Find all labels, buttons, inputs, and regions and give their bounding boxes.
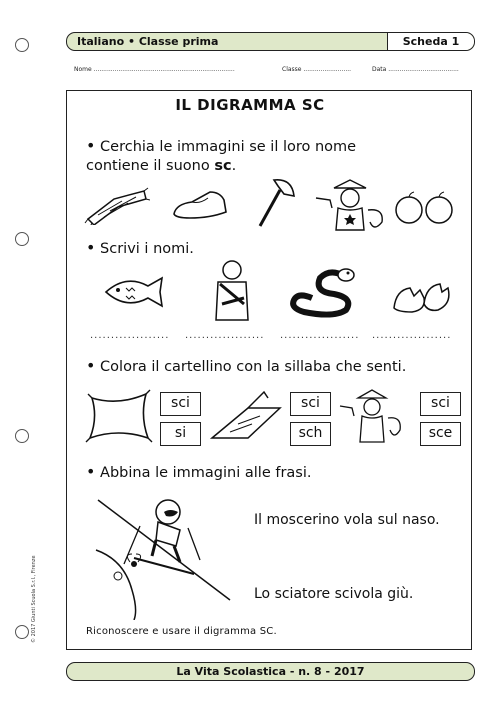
bullet: • — [86, 462, 96, 481]
binder-hole-1 — [15, 38, 29, 52]
name-field[interactable]: Nome .......................................................................... — [74, 66, 235, 73]
slide-icon[interactable] — [208, 388, 284, 444]
peaches-icon[interactable] — [392, 190, 460, 228]
syllable-box-2-top[interactable]: sci — [290, 392, 331, 416]
syllable-box-3-top[interactable]: sci — [420, 392, 461, 416]
sling-arm-icon[interactable] — [204, 258, 260, 324]
page-title: IL DIGRAMMA SC — [175, 96, 325, 114]
exercise-3-text: Colora il cartellino con la sillaba che senti. — [100, 359, 407, 375]
syllable-box-2-bottom[interactable]: sch — [290, 422, 331, 446]
write-line-2[interactable]: ................... — [185, 330, 265, 341]
exercise-3-instruction — [86, 356, 406, 377]
write-line-1[interactable]: ................... — [90, 330, 170, 341]
fish-icon[interactable] — [96, 272, 166, 312]
bullet: • — [86, 136, 96, 155]
sheriff-icon[interactable] — [310, 178, 390, 234]
footer-bar: La Vita Scolastica - n. 8 - 2017 — [66, 662, 475, 681]
sentence-1[interactable]: Il moscerino vola sul naso. — [254, 512, 440, 528]
exercise-4-text: Abbina le immagini alle frasi. — [100, 465, 312, 481]
period: . — [231, 158, 237, 174]
date-field[interactable]: Data ..................................... — [372, 66, 459, 73]
syllable-box-1-bottom[interactable]: si — [160, 422, 201, 446]
bullet: • — [86, 356, 96, 375]
bullet: • — [86, 238, 96, 257]
axe-icon[interactable] — [252, 176, 298, 228]
binder-hole-2 — [15, 232, 29, 246]
exercise-1-line1: Cerchia le immagini se il loro nome — [100, 139, 357, 155]
write-line-3[interactable]: ................... — [280, 330, 360, 341]
learning-objective: Riconoscere e usare il digramma SC. — [86, 626, 277, 637]
exercise-4-instruction — [86, 462, 312, 483]
sheet-label: Scheda 1 — [387, 33, 474, 50]
exercise-1-instruction — [86, 136, 356, 176]
header-bar — [66, 32, 475, 51]
pillow-icon[interactable] — [84, 388, 154, 444]
exercise-2-text: Scrivi i nomi. — [100, 241, 194, 257]
copyright: © 2017 Giunti Scuola S.r.l., Firenze — [31, 555, 37, 643]
binder-hole-3 — [15, 429, 29, 443]
subject-label: Italiano • Classe prima — [77, 35, 219, 48]
sheriff-small-icon[interactable] — [336, 388, 412, 446]
class-field[interactable]: Classe ......................... — [282, 66, 352, 73]
exercise-1-line2: contiene il suono — [86, 158, 215, 174]
shoe-icon[interactable] — [170, 186, 230, 222]
syllable-box-1-top[interactable]: sci — [160, 392, 201, 416]
scarf-icon[interactable] — [84, 185, 150, 225]
binder-hole-4 — [15, 625, 29, 639]
sound-sc: sc — [214, 158, 232, 174]
write-line-4[interactable]: ................... — [372, 330, 452, 341]
snake-icon[interactable] — [284, 262, 364, 320]
syllable-box-3-bottom[interactable]: sce — [420, 422, 461, 446]
egg-shells-icon[interactable] — [390, 280, 452, 314]
exercise-2-instruction — [86, 238, 194, 259]
face-with-fly-icon[interactable] — [94, 540, 164, 620]
sentence-2[interactable]: Lo sciatore scivola giù. — [254, 586, 414, 602]
